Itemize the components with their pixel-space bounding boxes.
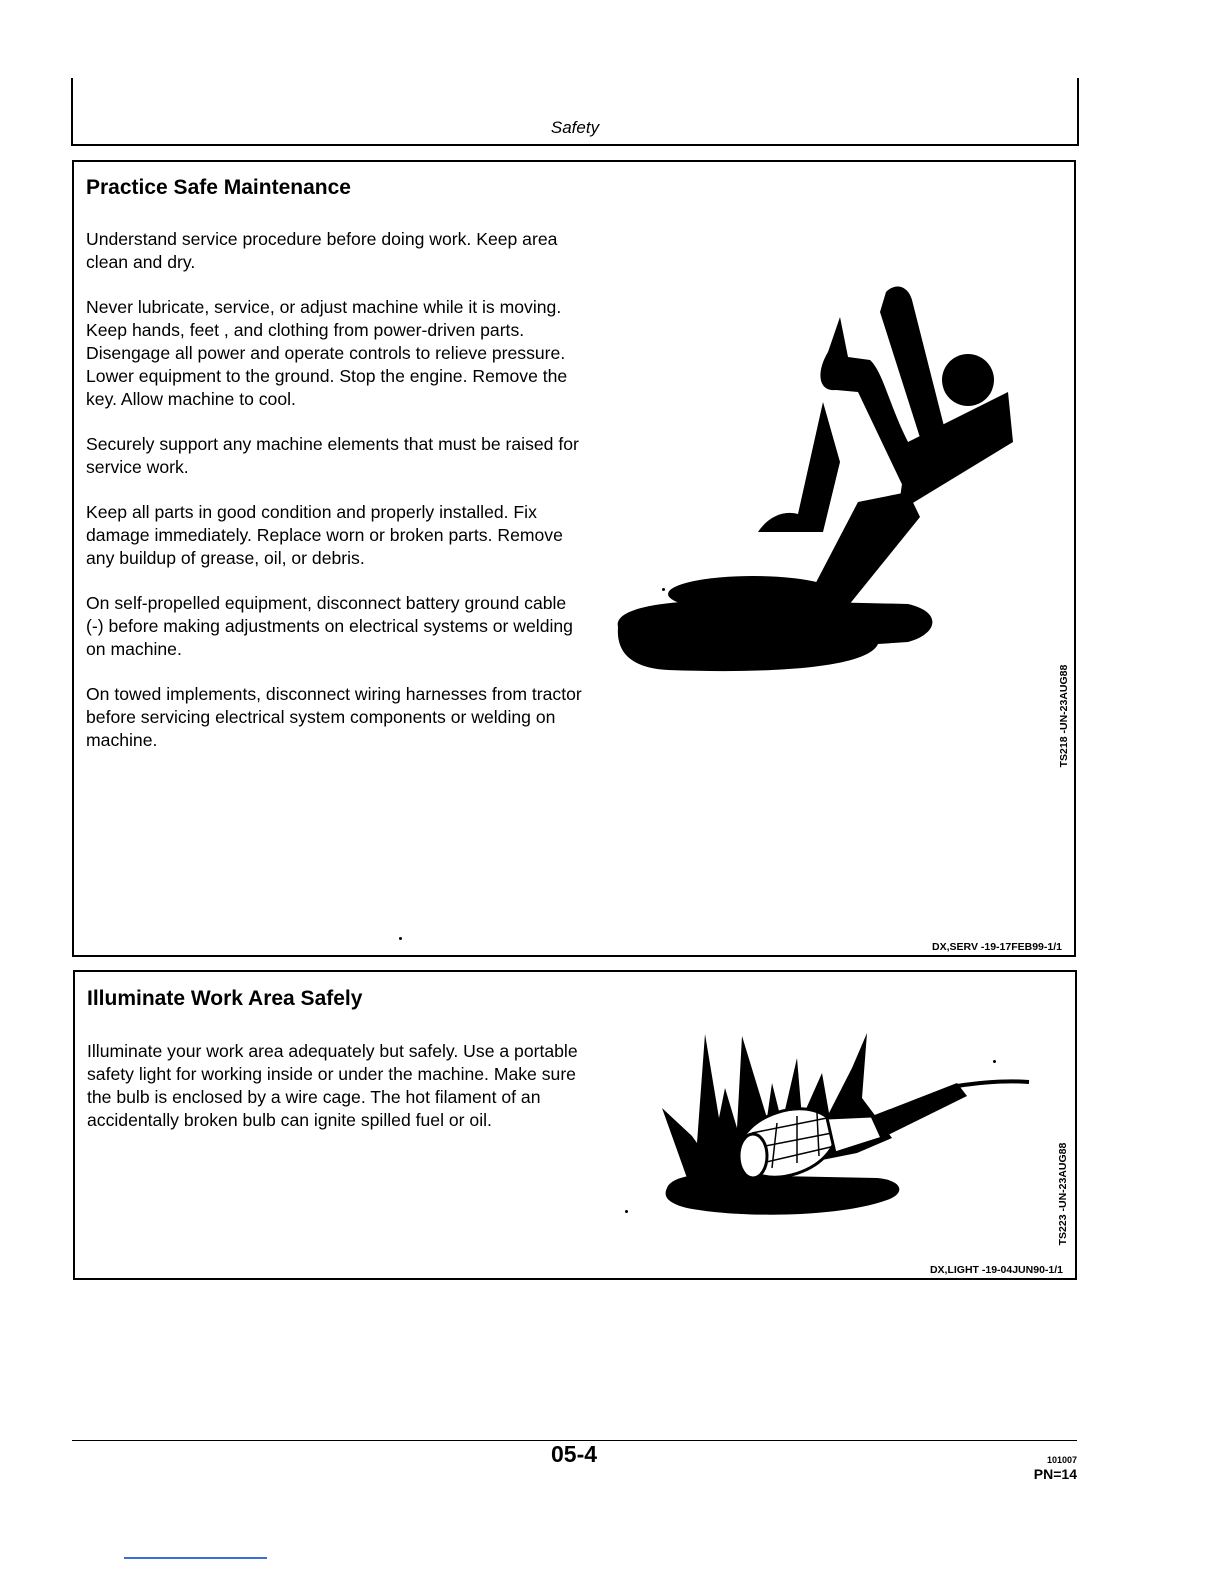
speck bbox=[399, 937, 402, 940]
blue-underline bbox=[124, 1557, 267, 1559]
section-body bbox=[87, 1040, 587, 1154]
paragraph: On self-propelled equipment, disconnect battery ground cable (-) before making adjustments on electrical systems or welding on machine. bbox=[86, 593, 573, 659]
paragraph: Never lubricate, service, or adjust machine while it is moving. Keep hands, feet , and clothing from power-driven parts. Disengage all power and operate controls to relieve pressure. Lower equipment to the ground. Stop the engine. Remove the key. Allow machine to cool. bbox=[86, 297, 568, 409]
figure-id: TS218 -UN-23AUG88 bbox=[1058, 664, 1070, 768]
work-light-fire-icon bbox=[657, 1028, 1032, 1228]
header-title: Safety bbox=[550, 118, 600, 137]
section-illuminate-work-area bbox=[73, 970, 1077, 1280]
reference-code: DX,SERV -19-17FEB99-1/1 bbox=[932, 941, 1062, 953]
doc-code: 101007 bbox=[1046, 1455, 1077, 1465]
section-body bbox=[86, 228, 586, 774]
paragraph: On towed implements, disconnect wiring harnesses from tractor before servicing electrical system components or welding on machine. bbox=[86, 684, 582, 750]
speck bbox=[993, 1060, 996, 1063]
page-number: 05-4 bbox=[551, 1441, 598, 1467]
page-header bbox=[71, 78, 1079, 146]
speck bbox=[662, 588, 665, 591]
section-title: Practice Safe Maintenance bbox=[86, 176, 351, 199]
slipping-person-icon bbox=[608, 282, 1018, 692]
paragraph: Keep all parts in good condition and properly installed. Fix damage immediately. Replace worn or broken parts. Remove any buildup of grease, oil, or debris. bbox=[86, 502, 563, 568]
section-title: Illuminate Work Area Safely bbox=[87, 987, 363, 1010]
figure-id: TS223 -UN-23AUG88 bbox=[1057, 1142, 1069, 1246]
speck bbox=[625, 1210, 628, 1213]
section-practice-safe-maintenance bbox=[72, 160, 1076, 957]
reference-code: DX,LIGHT -19-04JUN90-1/1 bbox=[929, 1264, 1063, 1276]
paragraph: Understand service procedure before doing work. Keep area clean and dry. bbox=[86, 229, 558, 272]
pn-label: PN=14 bbox=[1033, 1466, 1077, 1482]
paragraph: Securely support any machine elements that must be raised for service work. bbox=[86, 434, 579, 477]
paragraph: Illuminate your work area adequately but safely. Use a portable safety light for working inside or under the machine. Make sure the bulb is enclosed by a wire cage. The hot filament of an accidentally broken bulb can ignite spilled fuel or oil. bbox=[87, 1041, 578, 1130]
